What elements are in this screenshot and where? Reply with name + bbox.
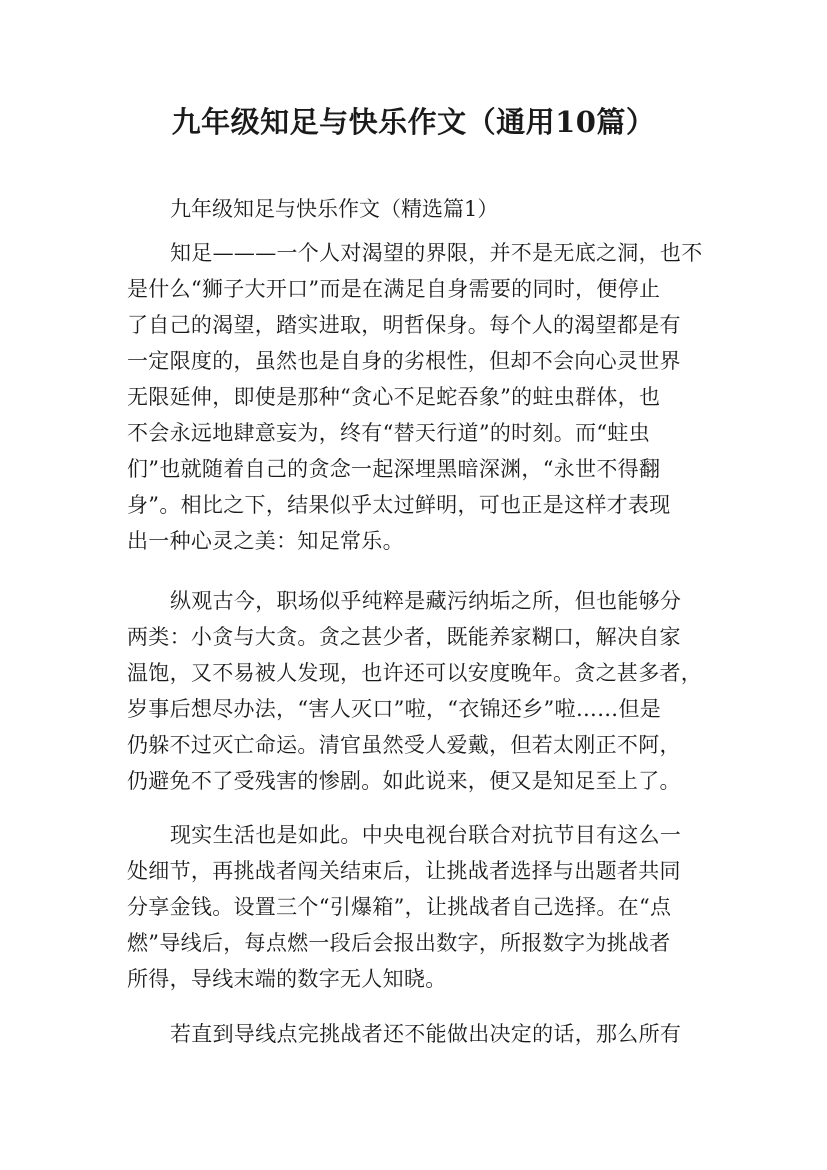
section-heading: 九年级知足与快乐作文（精选篇1） — [170, 197, 499, 221]
paragraph-line: 知足———一个人对渴望的界限，并不是无底之洞，也不 — [170, 241, 703, 265]
paragraph-line: 若直到导线点完挑战者还不能做出决定的话，那么所有 — [170, 1022, 682, 1046]
paragraph-line: 不会永远地肆意妄为，终有“替天行道”的时刻。而“蛀虫 — [127, 421, 651, 445]
document-title: 九年级知足与快乐作文（通用10篇） — [171, 105, 656, 139]
paragraph-line: 是什么“狮子大开口”而是在满足自身需要的同时，便停止 — [127, 277, 661, 301]
paragraph-line: 所得，导线末端的数字无人知晓。 — [127, 967, 447, 991]
paragraph-line: 现实生活也是如此。中央电视台联合对抗节目有这么一 — [170, 823, 682, 847]
paragraph-line: 燃”导线后，每点燃一段后会报出数字，所报数字为挑战者 — [127, 931, 671, 955]
paragraph-line: 岁事后想尽办法，“害人灭口”啦，“衣锦还乡”啦……但是 — [127, 697, 662, 721]
paragraph-line: 一定限度的，虽然也是自身的劣根性，但却不会向心灵世界 — [127, 349, 681, 373]
paragraph-line: 分享金钱。设置三个“引爆箱”，让挑战者自己选择。在“点 — [127, 895, 672, 919]
paragraph-line: 身”。相比之下，结果似乎太过鲜明，可也正是这样才表现 — [127, 493, 671, 517]
paragraph-line: 处细节，再挑战者闯关结束后，让挑战者选择与出题者共同 — [127, 859, 681, 883]
paragraph-line: 仍避免不了受残害的惨剧。如此说来，便又是知足至上了。 — [127, 769, 681, 793]
paragraph-line: 出一种心灵之美：知足常乐。 — [127, 529, 404, 553]
paragraph-line: 们”也就随着自己的贪念一起深埋黑暗深渊，“永世不得翻 — [127, 457, 661, 481]
paragraph-line: 无限延伸，即使是那种“贪心不足蛇吞象”的蛀虫群体，也 — [127, 385, 661, 409]
paragraph-line: 了自己的渴望，踏实进取，明哲保身。每个人的渴望都是有 — [127, 313, 681, 337]
paragraph-line: 两类：小贪与大贪。贪之甚少者，既能养家糊口，解决自家 — [127, 625, 681, 649]
paragraph-line: 纵观古今，职场似乎纯粹是藏污纳垢之所，但也能够分 — [170, 589, 682, 613]
paragraph-line: 温饱，又不易被人发现，也许还可以安度晚年。贪之甚多者， — [127, 661, 703, 685]
paragraph-line: 仍躲不过灭亡命运。清官虽然受人爱戴，但若太刚正不阿， — [127, 733, 681, 757]
